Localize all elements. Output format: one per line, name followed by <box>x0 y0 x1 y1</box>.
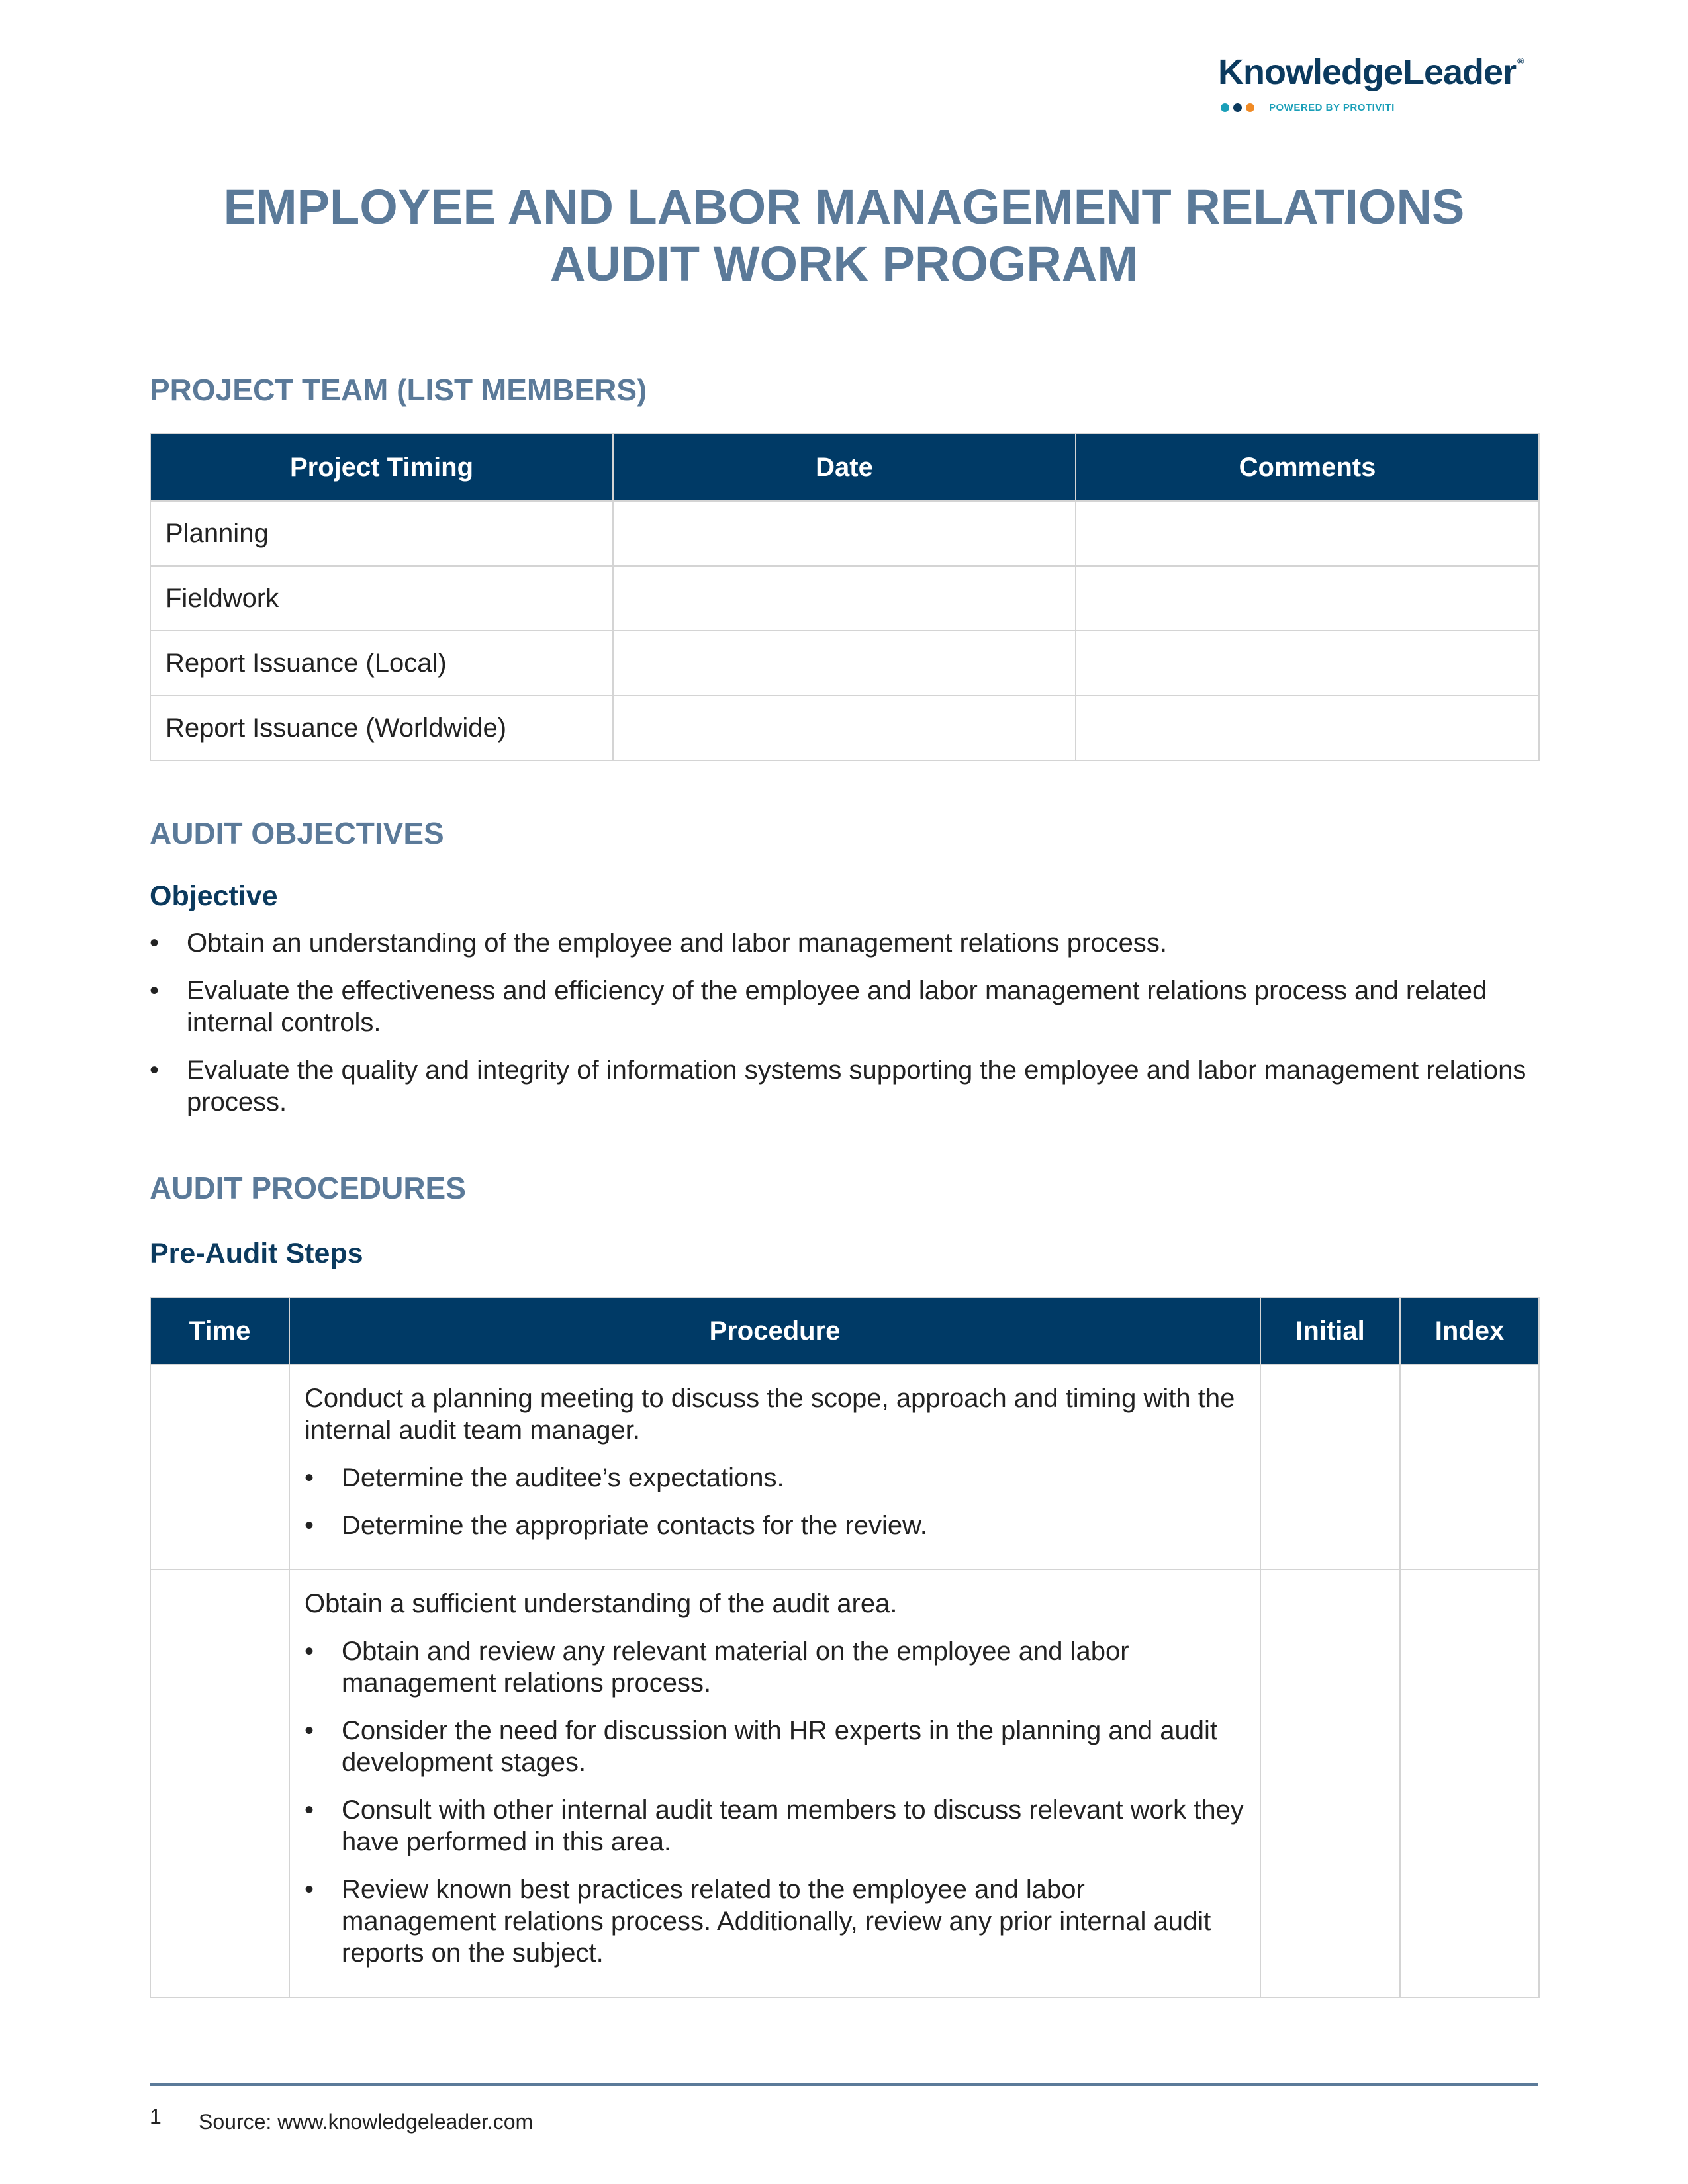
comments-cell[interactable] <box>1076 631 1539 696</box>
column-header-time: Time <box>150 1297 289 1365</box>
list-item: • Consult with other internal audit team members to discuss relevant work they have performed in this area. <box>305 1794 1245 1858</box>
logo-wordmark: KnowledgeLeader <box>1218 52 1517 92</box>
column-header-comments: Comments <box>1076 433 1539 501</box>
timing-cell: Planning <box>150 501 613 566</box>
logo-tagline: POWERED BY PROTIVITI <box>1269 102 1395 113</box>
time-cell[interactable] <box>150 1570 289 1997</box>
logo-dot-orange <box>1246 103 1254 112</box>
procedure-bullets <box>305 1462 1245 1541</box>
page-number: 1 <box>150 2105 162 2128</box>
comments-cell[interactable] <box>1076 501 1539 566</box>
column-header-date: Date <box>613 433 1076 501</box>
initial-cell[interactable] <box>1260 1570 1400 1997</box>
procedure-lead: Obtain a sufficient understanding of the audit area. <box>305 1589 898 1618</box>
index-cell[interactable] <box>1400 1570 1539 1997</box>
list-item: • Review known best practices related to the employee and labor management relations process. Additionally, review any prior internal audit reports on the subject. <box>305 1874 1245 1969</box>
list-item: • Obtain and review any relevant material on the employee and labor management relations process. <box>305 1635 1245 1699</box>
project-team-heading: PROJECT TEAM (LIST MEMBERS) <box>150 373 647 407</box>
project-timing-table <box>150 433 1540 761</box>
procedure-cell <box>289 1365 1260 1570</box>
date-cell[interactable] <box>613 631 1076 696</box>
column-header-project-timing: Project Timing <box>150 433 613 501</box>
audit-procedures-section <box>150 1170 1538 1998</box>
objective-subheading: Objective <box>150 880 278 912</box>
column-header-initial: Initial <box>1260 1297 1400 1365</box>
audit-objectives-section <box>150 815 1538 1134</box>
column-header-procedure: Procedure <box>289 1297 1260 1365</box>
time-cell[interactable] <box>150 1365 289 1570</box>
table-row <box>150 1570 1539 1997</box>
list-item: • Evaluate the effectiveness and efficiency of the employee and labor management relations process and related internal controls. <box>150 975 1538 1038</box>
timing-cell: Report Issuance (Local) <box>150 631 613 696</box>
date-cell[interactable] <box>613 696 1076 760</box>
list-item: • Evaluate the quality and integrity of information systems supporting the employee and labor management relations process. <box>150 1054 1538 1118</box>
title-line-2: AUDIT WORK PROGRAM <box>550 236 1138 291</box>
logo-registered-mark: ® <box>1517 56 1524 66</box>
table-header-row <box>150 433 1539 501</box>
pre-audit-steps-table <box>150 1297 1540 1998</box>
table-header-row <box>150 1297 1539 1365</box>
table-row <box>150 566 1539 631</box>
list-item: • Determine the appropriate contacts for the review. <box>305 1510 1245 1541</box>
timing-cell: Fieldwork <box>150 566 613 631</box>
audit-procedures-heading: AUDIT PROCEDURES <box>150 1171 466 1205</box>
logo-dots-icon <box>1221 103 1254 112</box>
table-row <box>150 631 1539 696</box>
list-item: • Consider the need for discussion with HR experts in the planning and audit development stages. <box>305 1715 1245 1778</box>
table-row <box>150 501 1539 566</box>
title-line-1: EMPLOYEE AND LABOR MANAGEMENT RELATIONS <box>223 179 1465 234</box>
date-cell[interactable] <box>613 501 1076 566</box>
comments-cell[interactable] <box>1076 696 1539 760</box>
list-item: • Determine the auditee’s expectations. <box>305 1462 1245 1494</box>
initial-cell[interactable] <box>1260 1365 1400 1570</box>
table-row <box>150 1365 1539 1570</box>
objectives-list <box>150 927 1538 1118</box>
procedure-cell <box>289 1570 1260 1997</box>
logo-dot-teal <box>1221 103 1229 112</box>
table-row <box>150 696 1539 760</box>
column-header-index: Index <box>1400 1297 1539 1365</box>
document-title <box>0 179 1688 293</box>
date-cell[interactable] <box>613 566 1076 631</box>
pre-audit-steps-subheading: Pre-Audit Steps <box>150 1238 363 1269</box>
project-team-section <box>150 372 1538 761</box>
timing-cell: Report Issuance (Worldwide) <box>150 696 613 760</box>
procedure-lead: Conduct a planning meeting to discuss the scope, approach and timing with the internal audit team manager. <box>305 1384 1235 1445</box>
procedure-bullets <box>305 1635 1245 1969</box>
list-item: • Obtain an understanding of the employee and labor management relations process. <box>150 927 1538 959</box>
knowledgeleader-logo <box>1218 52 1536 113</box>
logo-dot-navy <box>1233 103 1242 112</box>
footer-divider <box>150 2083 1538 2086</box>
source-link[interactable]: Source: www.knowledgeleader.com <box>199 2110 534 2134</box>
comments-cell[interactable] <box>1076 566 1539 631</box>
index-cell[interactable] <box>1400 1365 1539 1570</box>
audit-objectives-heading: AUDIT OBJECTIVES <box>150 816 444 850</box>
